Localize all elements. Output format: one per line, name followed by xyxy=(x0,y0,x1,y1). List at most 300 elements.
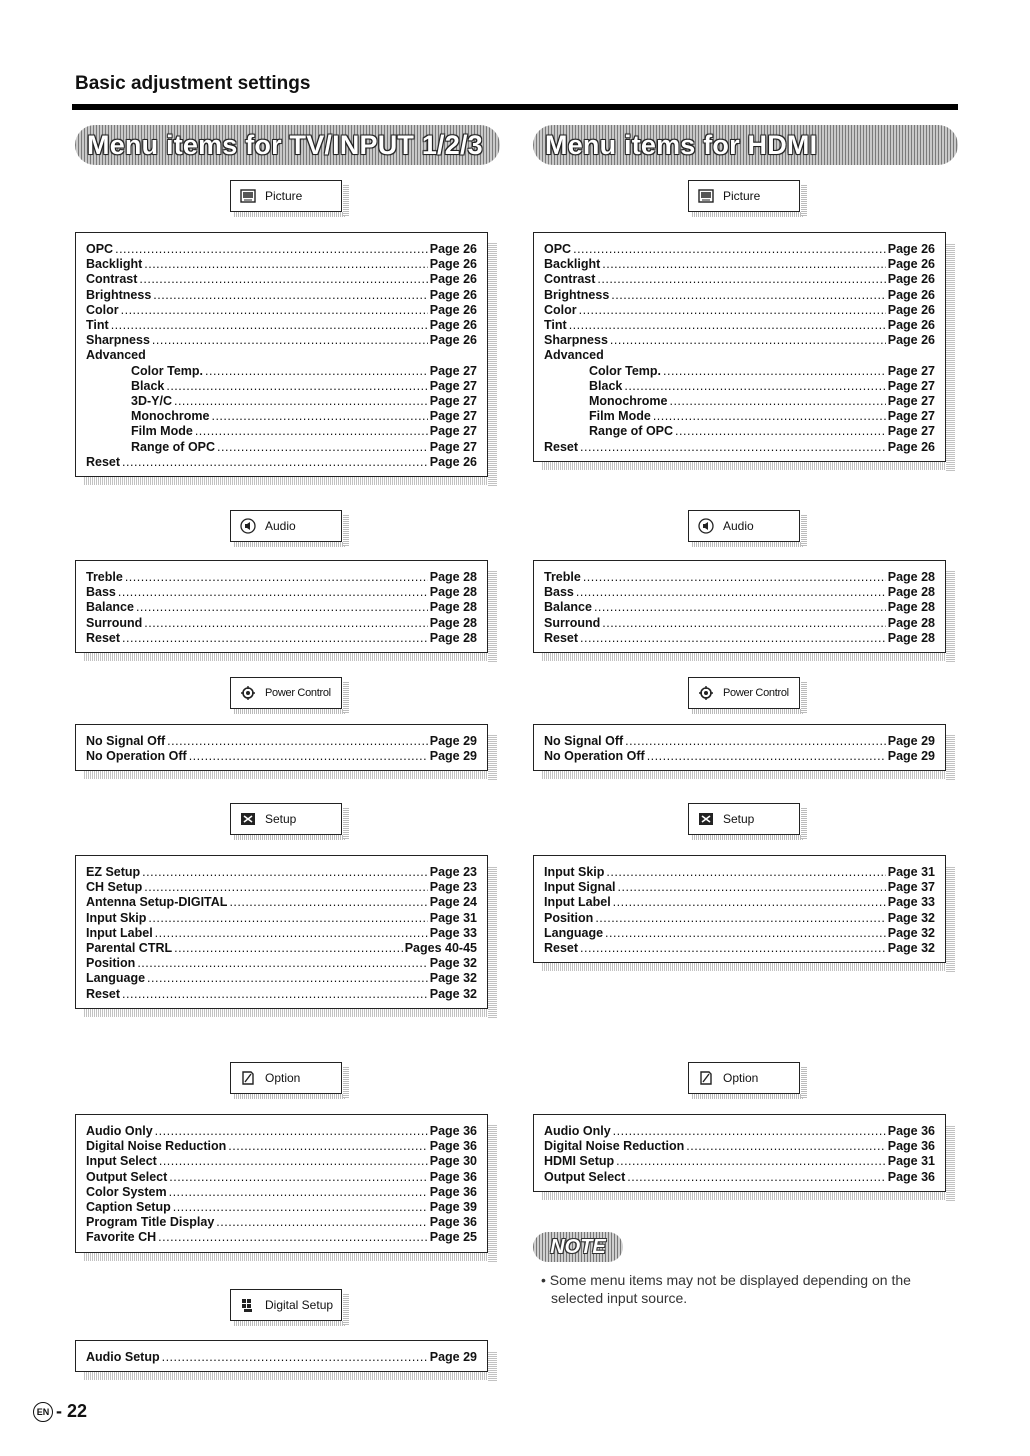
leader-dots xyxy=(594,600,886,615)
menu-item-page: Page 37 xyxy=(887,880,935,895)
tab-label: Audio xyxy=(723,519,754,533)
menu-box xyxy=(75,724,488,771)
tab-option xyxy=(688,1062,800,1094)
menu-item-label: Input Signal xyxy=(544,880,616,895)
menu-box xyxy=(75,1340,488,1372)
menu-item-page: Page 31 xyxy=(887,865,935,879)
tab-picture xyxy=(230,180,342,212)
menu-item-label: No Operation Off xyxy=(86,749,187,764)
menu-item xyxy=(86,600,477,615)
tab-label: Option xyxy=(265,1071,301,1085)
leader-dots xyxy=(195,424,428,439)
menu-item xyxy=(86,424,477,439)
menu-item-page: Page 36 xyxy=(887,1169,935,1184)
leader-dots xyxy=(580,631,886,646)
menu-item xyxy=(544,1170,935,1185)
menu-item xyxy=(86,364,477,379)
menu-item-label: Caption Setup xyxy=(86,1200,171,1215)
menu-item-label: Favorite CH xyxy=(86,1230,157,1245)
menu-item xyxy=(544,865,935,880)
menu-item xyxy=(86,318,477,333)
menu-item-page: Page 32 xyxy=(887,941,935,956)
leader-dots xyxy=(144,616,427,631)
leader-dots xyxy=(173,1200,428,1215)
tab-option xyxy=(230,1062,342,1094)
menu-item-label: CH Setup xyxy=(86,880,143,895)
menu-item-page: Page 29 xyxy=(429,734,477,748)
menu-item xyxy=(86,1215,477,1230)
menu-item-label: Treble xyxy=(544,570,581,584)
menu-item-label: Color xyxy=(544,302,577,317)
menu-item-page: Page 33 xyxy=(887,895,935,910)
note-text: • Some menu items may not be displayed depending on the selected input source. xyxy=(541,1272,911,1306)
menu-item-label: Backlight xyxy=(544,257,601,272)
menu-item-page: Page 27 xyxy=(429,363,477,378)
leader-dots xyxy=(147,971,428,986)
menu-item-page: Page 36 xyxy=(429,1184,477,1199)
menu-item-page: Page 28 xyxy=(429,615,477,630)
menu-item xyxy=(86,379,477,394)
menu-item-page: Page 31 xyxy=(887,1154,935,1169)
menu-item-page: Page 36 xyxy=(429,1124,477,1138)
menu-item-label: OPC xyxy=(86,242,114,256)
right-banner-title: Menu items for HDMI xyxy=(545,129,818,160)
menu-item-page: Page 26 xyxy=(429,242,477,256)
menu-item xyxy=(86,956,477,971)
leader-dots xyxy=(152,333,428,348)
menu-item-page: Page 27 xyxy=(887,378,935,393)
menu-item xyxy=(544,895,935,910)
power-control-icon xyxy=(239,684,257,702)
tab-label: Audio xyxy=(265,519,296,533)
menu-item-label: Parental CTRL xyxy=(86,941,173,956)
menu-item xyxy=(86,865,477,880)
menu-item-page: Page 26 xyxy=(887,439,935,454)
menu-item-page: Page 26 xyxy=(429,302,477,317)
menu-item-label: Reset xyxy=(86,630,121,645)
menu-item-label: Backlight xyxy=(86,257,143,272)
menu-box xyxy=(75,560,488,653)
menu-item-label: Sharpness xyxy=(544,333,608,348)
menu-item xyxy=(86,409,477,424)
menu-item-page: Page 28 xyxy=(429,570,477,584)
menu-item-label: Contrast xyxy=(544,272,596,287)
tab-label: Picture xyxy=(723,189,761,203)
right-banner xyxy=(533,125,958,165)
leader-dots xyxy=(125,570,428,585)
menu-item-page: Page 33 xyxy=(429,925,477,940)
leader-dots xyxy=(583,570,886,585)
leader-dots xyxy=(580,941,886,956)
menu-subheading xyxy=(86,348,477,363)
menu-item-label: OPC xyxy=(544,242,572,256)
menu-item xyxy=(86,971,477,986)
menu-item-page: Page 31 xyxy=(429,910,477,925)
menu-item xyxy=(544,257,935,272)
menu-item-label: Input Skip xyxy=(86,910,147,925)
menu-item-page: Page 27 xyxy=(887,409,935,424)
menu-item xyxy=(86,749,477,764)
leader-dots xyxy=(647,749,886,764)
right-column xyxy=(533,125,958,1184)
menu-item xyxy=(544,941,935,956)
menu-item xyxy=(544,424,935,439)
leader-dots xyxy=(174,941,403,956)
menu-item-label: Brightness xyxy=(544,287,610,302)
leader-dots xyxy=(122,455,428,470)
menu-item xyxy=(544,926,935,941)
menu-item-label: Tint xyxy=(86,318,109,333)
note-block xyxy=(533,1232,958,1307)
menu-item xyxy=(86,1200,477,1215)
leader-dots xyxy=(169,1185,428,1200)
leader-dots xyxy=(579,303,886,318)
leader-dots xyxy=(606,865,885,880)
menu-item-label: Position xyxy=(86,956,136,971)
menu-item-label: Film Mode xyxy=(589,409,651,424)
digital-setup-icon xyxy=(239,1296,257,1314)
menu-item-page: Page 32 xyxy=(887,925,935,940)
menu-item-page: Pages 40-45 xyxy=(404,941,477,956)
menu-item-page: Page 36 xyxy=(887,1124,935,1138)
audio-icon xyxy=(239,517,257,535)
leader-dots xyxy=(122,987,428,1002)
menu-item xyxy=(86,272,477,287)
menu-item-label: Output Select xyxy=(544,1169,626,1184)
leader-dots xyxy=(624,379,885,394)
menu-item-page: Page 26 xyxy=(429,257,477,272)
menu-item xyxy=(86,941,477,956)
power-control-icon xyxy=(697,684,715,702)
leader-dots xyxy=(155,1124,428,1139)
tab-label: Setup xyxy=(265,812,297,826)
picture-icon xyxy=(239,187,257,205)
menu-item-page: Page 27 xyxy=(429,394,477,409)
audio-icon xyxy=(697,517,715,535)
menu-item-page: Page 26 xyxy=(887,318,935,333)
menu-item-label: Language xyxy=(86,971,146,986)
menu-item xyxy=(86,303,477,318)
menu-item xyxy=(86,1230,477,1245)
menu-item xyxy=(544,1154,935,1169)
leader-dots xyxy=(602,257,885,272)
menu-item-page: Page 28 xyxy=(887,615,935,630)
leader-dots xyxy=(663,364,886,379)
leader-dots xyxy=(605,926,886,941)
menu-item xyxy=(544,288,935,303)
menu-item-page: Page 28 xyxy=(887,585,935,600)
menu-item xyxy=(544,394,935,409)
menu-item xyxy=(86,257,477,272)
menu-box xyxy=(533,855,946,963)
menu-item-label: Reset xyxy=(86,986,121,1001)
menu-item-label: Monochrome xyxy=(131,409,210,424)
leader-dots xyxy=(189,749,428,764)
menu-item-page: Page 26 xyxy=(429,287,477,302)
leader-dots xyxy=(229,895,427,910)
menu-item-label: 3D-Y/C xyxy=(131,394,172,409)
leader-dots xyxy=(573,242,886,257)
menu-item-label: Monochrome xyxy=(589,394,668,409)
menu-item-page: Page 27 xyxy=(429,378,477,393)
tab-label: Picture xyxy=(265,189,303,203)
menu-item-label: Advanced xyxy=(544,348,604,363)
menu-item xyxy=(544,272,935,287)
menu-item-label: Digital Noise Reduction xyxy=(544,1139,685,1154)
menu-item-label: Range of OPC xyxy=(131,439,216,454)
language-badge: EN xyxy=(33,1402,53,1422)
menu-item-label: Treble xyxy=(86,570,123,584)
menu-item-label: Input Label xyxy=(544,895,611,910)
menu-item xyxy=(86,1139,477,1154)
menu-item xyxy=(544,600,935,615)
menu-item xyxy=(86,288,477,303)
menu-item xyxy=(86,1350,477,1365)
tab-picture xyxy=(688,180,800,212)
menu-item-label: Brightness xyxy=(86,287,152,302)
leader-dots xyxy=(228,1139,427,1154)
menu-item-label: Color Temp. xyxy=(589,363,661,378)
leader-dots xyxy=(148,911,427,926)
menu-item-page: Page 28 xyxy=(887,600,935,615)
leader-dots xyxy=(675,424,886,439)
menu-item xyxy=(86,585,477,600)
page-footer xyxy=(33,1401,87,1422)
menu-item-label: Color Temp. xyxy=(131,363,203,378)
menu-item-page: Page 27 xyxy=(887,424,935,439)
menu-item-page: Page 24 xyxy=(429,895,477,910)
left-column xyxy=(75,125,500,1364)
leader-dots xyxy=(144,880,427,895)
menu-box xyxy=(533,1114,946,1192)
menu-item-label: Input Skip xyxy=(544,865,605,879)
menu-item-label: Black xyxy=(589,378,623,393)
tab-audio xyxy=(688,510,800,542)
menu-item-page: Page 26 xyxy=(887,333,935,348)
menu-item-label: Reset xyxy=(86,454,121,469)
menu-item xyxy=(544,631,935,646)
menu-item-page: Page 30 xyxy=(429,1154,477,1169)
menu-item-page: Page 28 xyxy=(429,585,477,600)
leader-dots xyxy=(144,257,427,272)
menu-item-page: Page 26 xyxy=(887,302,935,317)
menu-item-label: Digital Noise Reduction xyxy=(86,1139,227,1154)
tab-label: Setup xyxy=(723,812,755,826)
leader-dots xyxy=(610,333,886,348)
menu-item-label: HDMI Setup xyxy=(544,1154,615,1169)
menu-item-label: Sharpness xyxy=(86,333,150,348)
menu-item xyxy=(86,895,477,910)
menu-item-label: Antenna Setup-DIGITAL xyxy=(86,895,228,910)
menu-item-page: Page 26 xyxy=(887,242,935,256)
leader-dots xyxy=(174,394,428,409)
menu-item xyxy=(544,318,935,333)
menu-item-label: Range of OPC xyxy=(589,424,674,439)
menu-item-page: Page 27 xyxy=(429,439,477,454)
left-banner xyxy=(75,125,500,165)
leader-dots xyxy=(155,926,428,941)
menu-item-page: Page 23 xyxy=(429,865,477,879)
menu-item-page: Page 32 xyxy=(429,971,477,986)
leader-dots xyxy=(121,303,428,318)
menu-item xyxy=(544,585,935,600)
menu-item xyxy=(544,1139,935,1154)
title-rule xyxy=(72,104,958,110)
menu-item xyxy=(86,911,477,926)
menu-item-label: Film Mode xyxy=(131,424,193,439)
menu-item-label: Bass xyxy=(86,585,116,600)
tab-power-control xyxy=(230,677,342,709)
leader-dots xyxy=(616,1154,886,1169)
leader-dots xyxy=(597,272,885,287)
menu-item xyxy=(86,570,477,585)
menu-item-page: Page 26 xyxy=(887,272,935,287)
menu-item xyxy=(86,1154,477,1169)
menu-item xyxy=(544,409,935,424)
tab-audio xyxy=(230,510,342,542)
menu-item-page: Page 29 xyxy=(429,749,477,764)
menu-item-page: Page 27 xyxy=(429,424,477,439)
menu-item-page: Page 27 xyxy=(429,409,477,424)
menu-item-label: Surround xyxy=(86,615,143,630)
menu-item-page: Page 27 xyxy=(887,363,935,378)
menu-item-page: Page 28 xyxy=(429,630,477,645)
picture-icon xyxy=(697,187,715,205)
menu-item-page: Page 28 xyxy=(887,570,935,584)
menu-item-page: Page 28 xyxy=(887,630,935,645)
tab-power-control xyxy=(688,677,800,709)
menu-item-label: Advanced xyxy=(86,348,146,363)
leader-dots xyxy=(217,440,428,455)
menu-item-label: Input Label xyxy=(86,925,153,940)
menu-item-page: Page 29 xyxy=(429,1350,477,1364)
leader-dots xyxy=(118,585,428,600)
tab-setup xyxy=(688,803,800,835)
menu-item-page: Page 26 xyxy=(429,454,477,469)
menu-item xyxy=(86,1170,477,1185)
menu-item xyxy=(544,364,935,379)
menu-box xyxy=(75,232,488,477)
menu-item xyxy=(86,440,477,455)
menu-item xyxy=(544,749,935,764)
menu-item xyxy=(544,616,935,631)
note-badge xyxy=(533,1232,623,1262)
menu-item-label: Output Select xyxy=(86,1169,168,1184)
menu-item-label: Position xyxy=(544,910,594,925)
leader-dots xyxy=(602,616,885,631)
page-number: - 22 xyxy=(56,1401,88,1421)
menu-item-label: Tint xyxy=(544,318,567,333)
menu-item-page: Page 26 xyxy=(887,257,935,272)
leader-dots xyxy=(613,1124,886,1139)
leader-dots xyxy=(205,364,428,379)
menu-item xyxy=(544,333,935,348)
setup-icon xyxy=(697,810,715,828)
menu-item xyxy=(86,987,477,1002)
leader-dots xyxy=(162,1350,428,1365)
menu-item-label: Surround xyxy=(544,615,601,630)
leader-dots xyxy=(137,956,427,971)
leader-dots xyxy=(158,1230,428,1245)
menu-item-page: Page 29 xyxy=(887,749,935,764)
menu-item-page: Page 39 xyxy=(429,1200,477,1215)
menu-item xyxy=(544,880,935,895)
menu-item-label: Program Title Display xyxy=(86,1215,215,1230)
tab-label: Option xyxy=(723,1071,759,1085)
leader-dots xyxy=(136,600,428,615)
tab-label: Digital Setup xyxy=(265,1298,334,1312)
option-icon xyxy=(697,1069,715,1087)
leader-dots xyxy=(167,734,428,749)
menu-item-page: Page 36 xyxy=(429,1215,477,1230)
menu-item-label: Reset xyxy=(544,439,579,454)
menu-item-page: Page 36 xyxy=(429,1139,477,1154)
menu-box xyxy=(533,560,946,653)
menu-item-label: Balance xyxy=(544,600,592,615)
menu-item xyxy=(86,1124,477,1139)
leader-dots xyxy=(169,1170,427,1185)
leader-dots xyxy=(580,440,886,455)
menu-item xyxy=(86,455,477,470)
menu-item-label: Language xyxy=(544,925,604,940)
menu-item-label: Bass xyxy=(544,585,574,600)
menu-item xyxy=(544,440,935,455)
menu-item-label: EZ Setup xyxy=(86,865,141,879)
leader-dots xyxy=(153,288,427,303)
leader-dots xyxy=(142,865,428,880)
leader-dots xyxy=(653,409,886,424)
menu-item xyxy=(544,303,935,318)
menu-item xyxy=(86,394,477,409)
menu-item xyxy=(544,379,935,394)
menu-item-page: Page 29 xyxy=(887,734,935,748)
note-badge-label: NOTE xyxy=(550,1235,606,1258)
menu-item-page: Page 26 xyxy=(887,287,935,302)
tab-label: Power Control xyxy=(265,687,331,699)
menu-box xyxy=(75,855,488,1009)
menu-box xyxy=(75,1114,488,1253)
menu-item xyxy=(544,242,935,257)
menu-item-label: No Signal Off xyxy=(544,734,624,748)
menu-item xyxy=(86,242,477,257)
menu-item-page: Page 32 xyxy=(887,910,935,925)
setup-icon xyxy=(239,810,257,828)
left-banner-title: Menu items for TV/INPUT 1/2/3 xyxy=(87,129,483,160)
menu-item-page: Page 27 xyxy=(887,394,935,409)
menu-item-page: Page 23 xyxy=(429,880,477,895)
menu-item xyxy=(544,911,935,926)
leader-dots xyxy=(625,734,886,749)
menu-item-page: Page 26 xyxy=(429,272,477,287)
leader-dots xyxy=(139,272,427,287)
menu-item xyxy=(86,880,477,895)
menu-item xyxy=(86,333,477,348)
menu-item-page: Page 26 xyxy=(429,318,477,333)
leader-dots xyxy=(111,318,428,333)
menu-item-label: Audio Only xyxy=(86,1124,153,1138)
leader-dots xyxy=(595,911,885,926)
leader-dots xyxy=(613,895,886,910)
menu-item xyxy=(544,734,935,749)
tab-label: Power Control xyxy=(723,687,789,699)
menu-subheading xyxy=(544,348,935,363)
menu-item-page: Page 26 xyxy=(429,333,477,348)
leader-dots xyxy=(618,880,886,895)
menu-item-page: Page 36 xyxy=(887,1139,935,1154)
leader-dots xyxy=(669,394,885,409)
menu-item-page: Page 32 xyxy=(429,986,477,1001)
menu-item-label: Input Select xyxy=(86,1154,157,1169)
